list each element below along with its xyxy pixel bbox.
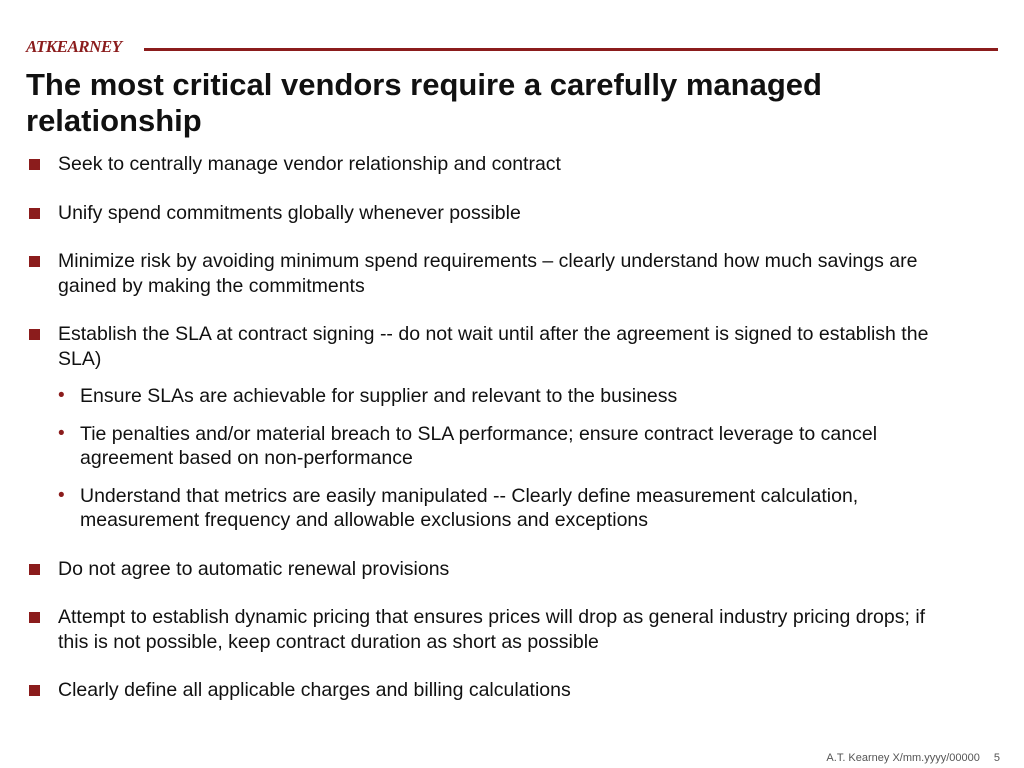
bullet-text: Do not agree to automatic renewal provisions — [58, 557, 450, 580]
bullet-item — [26, 322, 956, 371]
sub-bullet-text: Understand that metrics are easily manipulated -- Clearly define measurement calculation, measurement frequency and allowable exclusions and exceptions — [80, 484, 859, 531]
footer-source: A.T. Kearney X/mm.yyyy/00000 — [826, 752, 980, 764]
sub-bullet-text: Tie penalties and/or material breach to SLA performance; ensure contract leverage to cancel agreement based on non-performance — [80, 422, 878, 469]
bullet-item — [26, 201, 956, 226]
page-number: 5 — [993, 752, 1000, 764]
bullet-list — [26, 152, 956, 703]
square-bullet-icon — [29, 329, 40, 340]
dot-bullet-icon: • — [58, 422, 65, 444]
footer — [826, 751, 1000, 765]
bullet-text: Establish the SLA at contract signing -- do not wait until after the agreement is signed to establish the SLA) — [58, 323, 929, 370]
sub-bullet-text: Ensure SLAs are achievable for supplier and relevant to the business — [80, 385, 678, 407]
square-bullet-icon — [29, 208, 40, 219]
bullet-text: Clearly define all applicable charges and billing calculations — [58, 679, 571, 701]
bullet-text: Seek to centrally manage vendor relationship and contract — [58, 153, 561, 175]
bullet-item — [26, 152, 956, 177]
dot-bullet-icon: • — [58, 385, 65, 406]
sub-bullet-item — [26, 384, 956, 409]
header-rule — [144, 48, 998, 51]
bullet-text: Attempt to establish dynamic pricing that ensures prices will drop as general industry pricing drops; if this is not possible, keep contract duration as short as possible — [58, 606, 926, 653]
sub-bullet-item — [26, 484, 956, 533]
bullet-item — [26, 249, 956, 298]
slide-title: The most critical vendors require a carefully managed relationship — [26, 67, 822, 138]
square-bullet-icon — [29, 612, 40, 623]
bullet-item — [26, 605, 956, 654]
bullet-item — [26, 557, 956, 582]
dot-bullet-icon: • — [58, 484, 65, 506]
bullet-item — [26, 678, 956, 703]
company-logo: ATKEARNEY — [26, 37, 122, 56]
square-bullet-icon — [29, 159, 40, 170]
sub-bullet-item — [26, 422, 956, 471]
square-bullet-icon — [29, 685, 40, 696]
square-bullet-icon — [29, 564, 40, 575]
square-bullet-icon — [29, 256, 40, 267]
bullet-text: Unify spend commitments globally whenever possible — [58, 201, 521, 224]
bullet-text: Minimize risk by avoiding minimum spend requirements – clearly understand how much savings are gained by making the commitments — [58, 250, 918, 297]
